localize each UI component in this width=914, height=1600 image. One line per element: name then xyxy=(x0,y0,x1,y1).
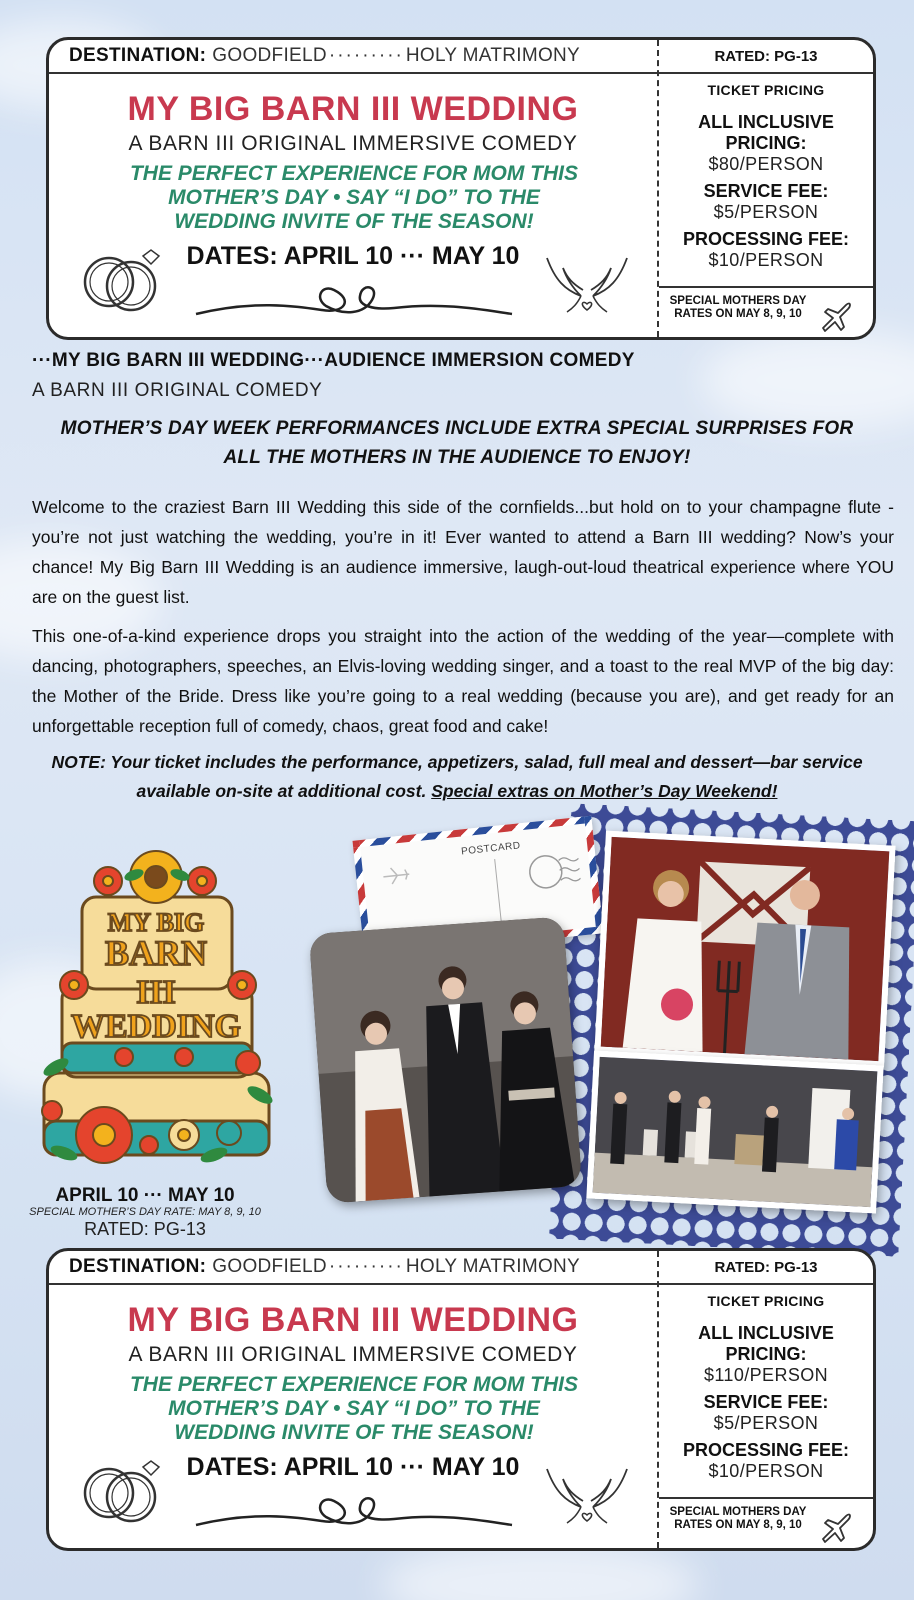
ticket-note xyxy=(40,748,874,806)
ticket-dates: DATES: APRIL 10 ··· MAY 10 xyxy=(186,1453,520,1481)
ticket-rating: RATED: PG-13 xyxy=(659,1251,873,1285)
price-label: PROCESSING FEE: xyxy=(682,229,850,249)
price-label: ALL INCLUSIVE PRICING: xyxy=(698,112,834,153)
wedding-rings-icon xyxy=(79,244,169,316)
barn-scene-illustration xyxy=(601,837,890,1061)
ticket-rating: RATED: PG-13 xyxy=(659,40,873,74)
ticket-subtitle: A BARN III ORIGINAL IMMERSIVE COMEDY xyxy=(128,1343,578,1366)
doves-icon xyxy=(537,250,637,320)
ticket-top xyxy=(46,37,876,340)
price-value: $10/PERSON xyxy=(708,1461,824,1481)
ticket-title: MY BIG BARN III WEDDING xyxy=(127,1301,579,1339)
airplane-icon xyxy=(380,864,412,887)
wedding-cake-illustration xyxy=(34,835,279,1180)
cake-text-line3: III xyxy=(136,974,176,1011)
ticket-special-rates xyxy=(659,286,873,337)
ticket-dates: DATES: APRIL 10 ··· MAY 10 xyxy=(186,242,520,270)
price-label: SERVICE FEE: xyxy=(703,1392,829,1412)
ticket-special-rates xyxy=(659,1497,873,1548)
ticket-pricing-heading: TICKET PRICING xyxy=(707,1293,825,1309)
destination-to: HOLY MATRIMONY xyxy=(405,1256,581,1277)
destination-from: GOODFIELD xyxy=(212,45,327,66)
price-label: SERVICE FEE: xyxy=(703,181,829,201)
ticket-subtitle: A BARN III ORIGINAL IMMERSIVE COMEDY xyxy=(128,132,578,155)
destination-label: DESTINATION: xyxy=(69,45,207,66)
price-processing-fee xyxy=(659,1440,873,1482)
bride-and-groom-photo xyxy=(594,831,895,1068)
wedding-rings-icon xyxy=(79,1455,169,1527)
special-rates-text: SPECIAL MOTHERS DAY RATES ON MAY 8, 9, 10 xyxy=(669,295,807,320)
price-service-fee xyxy=(659,1392,873,1434)
price-service-fee xyxy=(659,181,873,223)
cake-text-line2: BARN xyxy=(104,933,208,973)
ticket-destination xyxy=(49,40,657,74)
airplane-icon xyxy=(819,1509,855,1545)
destination-dots: ········· xyxy=(328,45,404,66)
doves-icon xyxy=(537,1461,637,1531)
postcard-label: POSTCARD xyxy=(460,840,522,858)
price-all-inclusive xyxy=(659,112,873,175)
price-value: $5/PERSON xyxy=(713,1413,819,1433)
ticket-tagline: THE PERFECT EXPERIENCE FOR MOM THIS MOTHER’S DAY • SAY “I DO” TO THE WEDDING INVITE OF THE SEASON! xyxy=(129,1373,579,1444)
special-rates-text: SPECIAL MOTHERS DAY RATES ON MAY 8, 9, 10 xyxy=(669,1506,807,1531)
cake-text-line1: MY BIG xyxy=(107,908,205,937)
wedding-ceremony-photo xyxy=(586,1051,883,1214)
price-value: $110/PERSON xyxy=(703,1365,829,1385)
heart-swirl-icon xyxy=(194,1481,514,1531)
ticket-tagline: THE PERFECT EXPERIENCE FOR MOM THIS MOTHER’S DAY • SAY “I DO” TO THE WEDDING INVITE OF THE SEASON! xyxy=(129,162,579,233)
price-value: $5/PERSON xyxy=(713,202,819,222)
price-value: $10/PERSON xyxy=(708,250,824,270)
ticket-pricing-heading: TICKET PRICING xyxy=(707,82,825,98)
note-text: : Your ticket includes the performance, appetizers, salad, full meal and dessert—bar service available on-site at additional cost. xyxy=(100,752,863,801)
price-value: $80/PERSON xyxy=(708,154,824,174)
ticket-title: MY BIG BARN III WEDDING xyxy=(127,90,579,128)
ticket-destination xyxy=(49,1251,657,1285)
cake-text-line4: WEDDING xyxy=(70,1008,242,1045)
destination-dots: ········· xyxy=(328,1256,404,1277)
cake-special-rate: SPECIAL MOTHER’S DAY RATE: MAY 8, 9, 10 xyxy=(29,1206,261,1218)
price-label: PROCESSING FEE: xyxy=(682,1440,850,1460)
heart-swirl-icon xyxy=(194,270,514,320)
price-all-inclusive xyxy=(659,1323,873,1386)
ceremony-scene-illustration xyxy=(593,1057,878,1207)
experience-paragraph: This one-of-a-kind experience drops you straight into the action of the wedding of the year—complete with dancing, photographers, speeches, an Elvis-loving wedding singer, and a toast to the real MVP of the big day: the Mother of the Bride. Dress like you’re going to a real wedding (because you are), and get ready for an unforgettable reception full of comedy, chaos, great food and cake! xyxy=(32,626,894,736)
stage-scene-illustration xyxy=(309,916,582,1203)
stage-photo-couple xyxy=(309,916,582,1203)
cake-dates: APRIL 10 ··· MAY 10 xyxy=(55,1185,235,1206)
destination-to: HOLY MATRIMONY xyxy=(405,45,581,66)
destination-from: GOODFIELD xyxy=(212,1256,327,1277)
mothers-day-callout: MOTHER’S DAY WEEK PERFORMANCES INCLUDE EXTRA SPECIAL SURPRISES FOR ALL THE MOTHERS IN THE AUDIENCE TO ENJOY! xyxy=(60,418,854,468)
airplane-icon xyxy=(819,298,855,334)
price-label: ALL INCLUSIVE PRICING: xyxy=(698,1323,834,1364)
special-extras-link[interactable]: Special extras on Mother’s Day Weekend! xyxy=(431,781,778,801)
note-label: NOTE xyxy=(51,752,101,772)
destination-label: DESTINATION: xyxy=(69,1256,207,1277)
cake-rating: RATED: PG-13 xyxy=(84,1219,206,1239)
price-processing-fee xyxy=(659,229,873,271)
ticket-bottom xyxy=(46,1248,876,1551)
section-subhead: A BARN III ORIGINAL COMEDY xyxy=(32,380,323,401)
postmark-icon xyxy=(522,846,582,896)
intro-paragraph: Welcome to the craziest Barn III Wedding this side of the cornfields...but hold on to your champagne flute - you’re not just watching the wedding, you’re in it! Ever wanted to attend a Barn III wedding? Now’s your chance! My Big Barn III Wedding is an audience immersive, laugh-out-loud theatrical experience where YOU are on the guest list. xyxy=(32,497,894,607)
section-headline: ···MY BIG BARN III WEDDING···AUDIENCE IMMERSION COMEDY xyxy=(32,350,635,371)
